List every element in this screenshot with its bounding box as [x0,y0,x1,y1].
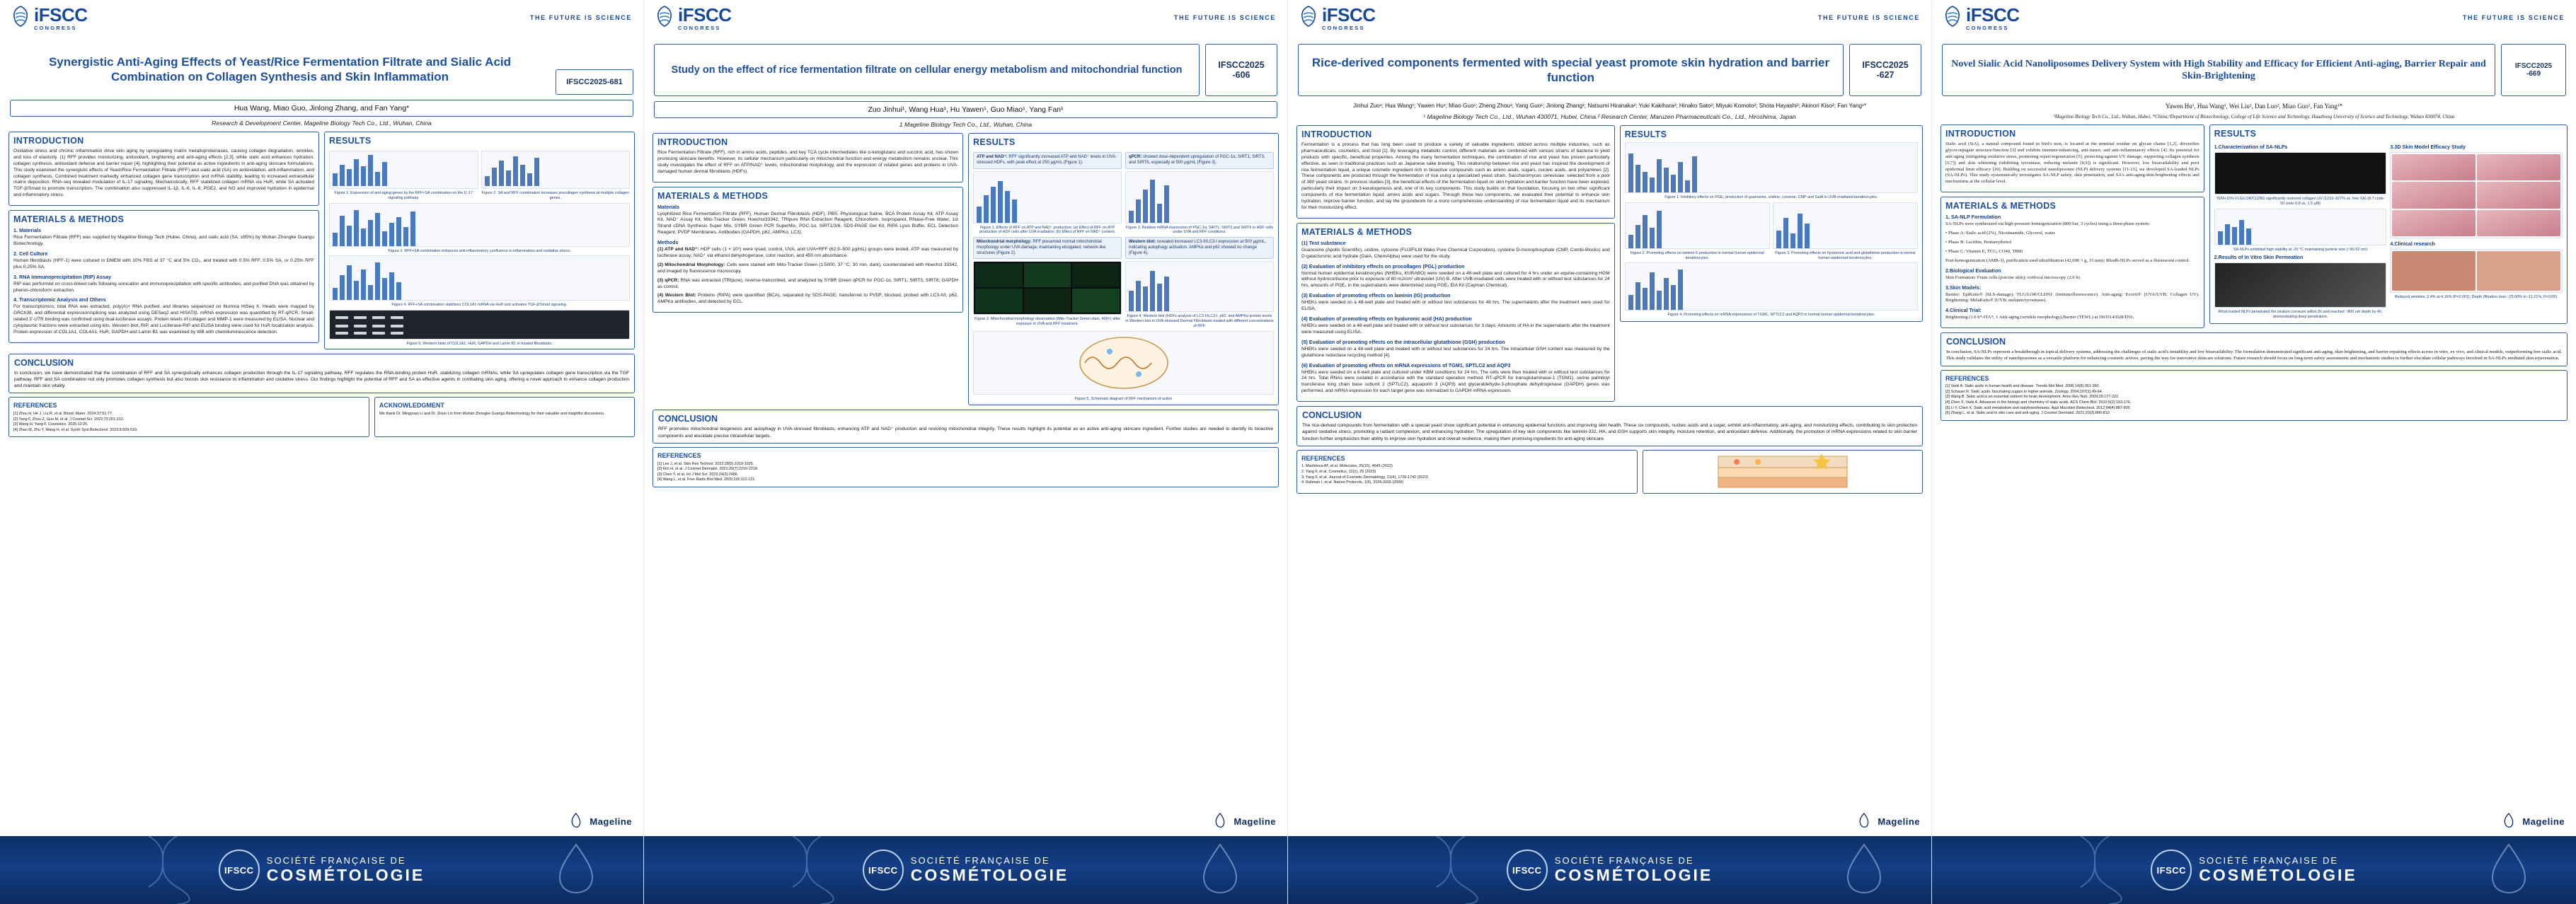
poster-4-col-left [1940,124,2204,328]
poster-1-authors: Hua Wang, Miao Guo, Jinlong Zhang, and Fan Yang* [10,100,633,117]
poster-3-col-left [1296,125,1615,402]
mageline-name: Mageline [2522,816,2565,827]
figure-1a [329,151,478,189]
sfc-circle: IFSCC [863,850,904,891]
page-title: Rice-derived components fermented with special yeast promote skin hydration and barrier function [1311,55,1830,84]
figure-3-ha-gsh [1773,202,1918,249]
result-mito-head: Mitochondrial morphology: [977,240,1032,245]
reference-item: [4] Wang L, et al. Free Radic Biol Med. 2020;156:112-121. [657,477,756,482]
poster-4-id [2501,44,2566,96]
ifscc-logo-icon [1299,6,1318,27]
ifscc-logo-icon [11,6,30,27]
section-introduction [8,132,319,206]
figure-1-tem [2214,152,2387,195]
poster-1-bottom [0,393,643,437]
ifscc-logo-icon [655,6,674,27]
result-sub-1: 1.Characterization of SA-NLPs [2214,144,2288,150]
result-qpcr-head: qPCR: [1129,155,1142,159]
poster-2 [644,0,1288,904]
poster-1-title-row [0,44,643,95]
footer-band-4 [1932,836,2576,904]
references-title: REFERENCES [1945,374,1989,382]
ifscc-subname: CONGRESS [1966,25,2009,31]
section-methods-title: MATERIALS & METHODS [657,190,769,201]
sfc-logo [1507,850,1713,891]
figure-1a-caption: Figure 1. Expression of anti-aging genes by the RFF+SA combination on the IL-17 signaling pathway. [334,191,473,200]
poster-2-bottom [644,444,1287,487]
section-conclusion-text: The rice-derived compounds from fermentation with a special yeast show significant potential in enhancing epidermal functions and improving skin health. These six compounds, nucleic acids and a sugar, exhibit anti-inflammatory, anti-aging, and moisturizing effects, contributing to skin protection against oxidative stress, promoting a radiant complexion, and enhancing hydration. The upregulation of key skin components like laminin-332, HA, and GSH supports skin integrity, moisture retention, and antioxidant defense. Additionally, the promotion of mRNA expressions related to skin barrier function further emphasizes their ability to improve skin hydration and overall resilience, making them promising ingredients for anti-aging skincare. [1302,423,1917,441]
figure-3-caption: Figure 4. RFF+SA combination stabilizes COL1A1 mRNA via HuR and activates TGF-β/Smad signaling. [391,303,568,308]
figure-4-western-blot [329,310,630,340]
methods-text-1 [657,247,958,260]
sfc-line2: COSMÉTOLOGIE [2199,865,2357,884]
figure-3-caption: Figure 3. Promoting effects on hyaluronic acid and glutathione production in normal human epidermal keratinocytes. [1775,250,1916,260]
ifscc-wordmark [34,6,88,31]
section-results-title: RESULTS [329,136,372,146]
sfc-logo [219,850,425,891]
result-note-atp [973,152,1122,169]
methods-sub-4: 4. Transcriptomic Analysis and Others [13,296,106,303]
poster-3-header [1288,0,1931,44]
figure-3-bars [330,256,629,301]
poster-3-columns [1288,120,1931,402]
methods-sub-1: 1. SA-NLP Formulation [1945,214,2001,221]
section-methods-title: MATERIALS & METHODS [13,214,125,225]
references-title: REFERENCES [13,402,57,410]
methods-sub-4: (4) Evaluation of promoting effects on hyaluronic acid (HA) production [1301,315,1472,323]
methods-text-4: For transcriptomics, total RNA was extracted, poly(A)+ RNA purified, and libraries sequenced on Illumina HiSeq X. Heads were mapped by GRCh38, and differential expression/splicing was analyzed using DESeq2 and HISAT/β. mRNA expression was quantified by RT-qPCR. Small-related 3'-UTR binding was confirmed using dual-luciferase assays. Protein levels of collagen and MMP-1 were measured by ELISA. Nuclear and cytoplasmic fractions were extracted using kits. Western blot, RIP, and Luciferase-RIP and ELISA binding were used for HuR localization analysis. Protein expression of COL1A1, COL4A1, HuR, GAPDH and Lamin B1 was examined by WB with chemiluminescence detection. [13,304,314,335]
methods-bullet-4: Post-homogenization (AMB-3), purification used ultrafiltration (42,000 × g, 15 min); Rhodb-NLPs served as a fluorescent control. [1945,257,2190,263]
sfc-line1: SOCIÉTÉ FRANÇAISE DE [1554,855,1694,867]
figure-2-stability [2214,209,2387,245]
section-results [2209,124,2568,324]
poster-4-bottom [1932,366,2576,421]
methods-body-2: Cells were stained with Mito-Tracker Green (1:5000, 37 °C, 30 min, dark), counterstained with Hoechst 33342, and imaged by fluorescence microscopy. [657,262,958,274]
figure-4-caption: Reduced wrinkles: 2.4% at 4.16% (P<0.001); Depth (filtration max.~25.60% to -11.21%, P<0.05). [2394,295,2558,299]
methods-sub-1: 1. Materials [13,227,42,234]
section-introduction-text: Fermentation is a process that has long been used to produce a variety of valuable ingredients utilized across multiple industries, such as pharmaceuticals, cosmetics, and food [1]. By leveraging metabolic control, different materials are combined with various strains of bacteria to yield products with specific, beneficial properties. Among the many fermentation techniques, the combination of rice and yeast has proven particularly effective, as seen in traditional practices such as Japanese sake brewing. This relationship between rice and yeast has inspired the development of rice fermentation liquid, a unique cosmetic ingredient rich in bioactive compounds such as amino acids, sugars, nucleic acids, and polyamines [2]. These components are produced through the fermentation of rice using a specialized yeast strain, Saccharomyces cerevisiae, selected from a pool of 380 yeast strains. In previous studies [3], the beneficial effects of the fermentation liquid on skin hydration and barrier function have been explored, particularly their impact on 3-keratogenesis and, one of its key components. This study builds on that foundation, focusing on two other significant components of rice fermentation liquid: amino acids and sugars. Through these two components, we evaluated their potential to enhance skin hydration, improve barrier function, and lay the groundwork for a more comprehensive understanding of rice fermentation liquid and its mechanism for their moisturizing effect. [1301,142,1610,210]
methods-label-4: (4) Western Blot: [657,293,696,299]
result-sub-4: 4.Clinical research [2390,241,2435,247]
ifscc-name: iFSCC [678,4,732,25]
mageline-mark-icon [567,812,585,830]
reference-item: [3] Chen Y, et al. Int J Mol Sci. 2023;24(3):2456. [657,472,739,477]
figure-1-caption: Figure 1. Effects of RFF on ATP and NAD⁺ production: (a) Effect of RFF on ATP production of HDF cells after UVA irradiation; (b) Effect of RFF on NAD⁺ content. [979,225,1115,235]
result-sub-3: 2.Results of In Vitro Skin Permeation [2214,254,2304,261]
result-wb-head: Western blot: [1129,240,1156,245]
ifscc-logo [1299,6,1376,31]
section-introduction-title: INTRODUCTION [1945,129,2016,139]
reference-item: [5] Li Y, Chen X. Sialic acid metabolism and sialyltransferases. Appl Microbiol Biotechnol. 2012;94(4):887-905. [1945,405,2131,410]
mageline-mark-icon [1855,812,1873,830]
figure-4-western [1125,261,1274,312]
section-methods [8,210,319,343]
methods-label-1: (1) ATP and NAD⁺: [657,247,699,253]
section-conclusion-text: RFF promotes mitochondrial biogenesis and autophagy in UVA-stressed fibroblasts, enhancing ATP and NAD⁺ production and restoring mitochondrial integrity. These results highlight its potential as an active anti-aging skincare ingredient. Further studies are needed to identify its bioactive components and elucidate precise intracellular targets. [658,427,1273,439]
sfc-line1: SOCIÉTÉ FRANÇAISE DE [2199,855,2339,867]
figure-1b-bars [482,151,630,188]
acknowledgment-title: ACKNOWLEDGMENT [379,402,444,410]
reference-item: 2. Yang F, et al. Cosmetics, 12(1), 25 (2023) [1301,469,1376,474]
sfc-line2: COSMÉTOLOGIE [266,865,425,884]
mageline-logo-2 [1211,812,1276,830]
sfc-circle: IFSCC [219,850,260,891]
materials-text: Lyophilized Rice Fermentation Filtrate (RFF), Human Dermal Fibroblasts (HDF), PBS, Physiological Saline, BCA Protein Assay Kit, ATP Assay Kit, NAD⁺ Assay Kit, Mito-Tracker Green, Hoechst33342, TRIpure RNA Extraction Reagent, Chloroform, Isopropanol, RNase-Free Water, 1st Strand cDNA Synthesis Super Mix, SYBR Green PCR SuperMix, PGC-1α, SIRT1/3/6, SDS-PAGE Gel Kit, RIPA Lysis Buffer, ECL Detection Reagent, PVDF Membranes, Antibodies (GAPDH, p62, AMPKα, LC3). [657,211,958,236]
methods-sub-6: (6) Evaluation of promoting effects on mRNA expressions of TGM1, SPTLC2 and AQP3 [1301,361,1511,369]
tagline: THE FUTURE IS SCIENCE [2462,14,2565,21]
reference-item: [2] Yang F, Zhou Z, Guo M, et al. J Cosmet Sci. 2022;73:201-212. [13,417,125,422]
methods-body-1: HDF cells (1 × 10⁵) were lysed; control, UVA, and UVA+RFF (62.5–500 μg/mL) groups were tested. ATP was measured by luciferase assay; NAD⁺ via ethanol dehydrogenase, color reaction, and 450 nm absorbance. [657,247,958,259]
figure-3-bars [1773,203,1917,249]
ifscc-logo-icon [1943,6,1962,27]
poster-4-col-right [2209,124,2568,328]
reference-item: [6] Zhang L, et al. Sialic acid in skin care and anti-aging. J Cosmet Dermatol. 2021;20(3):800-810. [1945,411,2111,416]
methods-text-2 [657,262,958,275]
section-introduction [652,133,963,182]
methods-label-3: (3) qPCR: [657,277,679,283]
tagline: THE FUTURE IS SCIENCE [529,14,632,21]
methods-sub-3: 3. RNA Immunoprecipitation (RIP) Assay [13,273,112,280]
sfc-line1: SOCIÉTÉ FRANÇAISE DE [910,855,1050,867]
mageline-logo-4 [2500,812,2565,830]
methods-text-5: NHEKs were seeded on a 48-well plate and treated with or without test substances for 24 hrs. The intracellular GSH content was measured by the glutathione reductase recycling method [4]. [1301,346,1610,358]
result-sub-2: 3.3D Skin Model Efficacy Study [2390,144,2466,150]
figure-1-bars [1626,143,1917,193]
reference-item: [4] Zhao M, Zhu Y, Wang H, et al. Synth Syst Biotechnol. 2023;8:509-519. [13,427,138,432]
figure-2-caption: Figure 2. Promoting effects on laminin-5 production in normal human epidermal keratinocytes. [1630,250,1764,260]
result-wb-text: revealed increased LC3-II/LC3-I expression at 500 μg/mL, indicating autophagy activation. AMPKα and p62 showed no change (Figure 4). [1129,240,1267,255]
dna-icon [2066,836,2151,904]
methods-text-3: RIP was performed on cross-linked cells following sonication and immunoprecipitation with specific antibodies, and purified DNA was obtained by phenol–chloroform extraction. [13,281,314,293]
methods-text-4 [657,293,958,306]
figure-3-qpcr [1125,171,1274,224]
poster-3-title-box [1298,44,1844,96]
section-introduction [1940,124,2204,192]
reference-item: [3] Wang B. Sialic acid is an essential nutrient for brain development. Annu Rev Nutr. 2009;29:177-222. [1945,395,2120,400]
poster-3-col-right [1620,125,1923,402]
ifscc-name: iFSCC [1966,4,2020,25]
sfc-logo [863,850,1069,891]
section-introduction [1296,125,1615,219]
section-conclusion-title: CONCLUSION [658,414,718,424]
acknowledgment-text: We thank Dr. Mingyuan Li and Dr. Zixun Lin from Wuhan Zhongke Guangu Biotechnology for their valuable and insightful discussions. [379,412,605,416]
section-introduction-title: INTRODUCTION [657,137,728,147]
methods-text-2: Skin Formation: Franz cells (porcine skin); confocal microscopy (2.0 h). [1945,274,2081,280]
poster-1-col-left [8,132,319,349]
poster-3-affiliation: ¹ Mageline Biology Tech Co., Ltd., Wuhan 430071, Hubei, China.² Research Center, Maruzen Pharmaceuticals Co., Ltd., Hiroshima, Japan [1423,113,1796,120]
page-title: Novel Sialic Acid Nanoliposomes Delivery System with High Stability and Efficacy for Efficient Anti-aging, Barrier Repair and Skin-Brightening [1951,58,2486,81]
mageline-mark-icon [1211,812,1229,830]
section-introduction-text: Oxidative stress and chronic inflammation drive skin aging by upregulating matrix metalloproteinases, causing collagen degradation, wrinkles, and loss of elasticity. (1) RFF provides moisturizing, antioxidant, brightening and anti-aging effects [2,3], while sialic acid enhances hydration, collagen synthesis, antioxidant defense and barrier repair [4], highlighting their potential as active ingredients in anti-aging skincare formulations. This study examined the synergistic effects of Yeast/Rice Fermentation Filtrate (RFF) and sialic acid (SA) on antioxidation, anti-inflammation, and collagen synthesis. Combined treatment markedly enhanced collagen gene transcription and mRNA stability, leading to increased extracellular matrix deposition. RNA-seq revealed modulation of IL-17 signaling. Mechanistically, RFF stabilized collagen mRNA via HuR, while SA activated TGF-β/Smad to promote transcription. The combination also suppressed IL-1β, IL-6, IL-8, PGE2, and NO and improved hydration in epidermal and inflammatory stress. [13,149,314,198]
figure-4-bars [1126,262,1273,312]
methods-text-1: SA-NLPs were synthesized via high-pressure homogenization (800 bar, 3 cycles) using a three-phase system: [1945,221,2150,227]
section-references [1296,450,1638,494]
section-conclusion [8,354,635,394]
methods-sub-2: 2. Cell Culture [13,250,48,257]
methods-text-2: Normal human epidermal keratinocytes (NHEKs, KURABO) were seeded on a 48-well plate and cultured for 4 hrs under an equine-containing HGM without hydrocortisone prior to exposure of 80 mJ/cm² ultraviolet (UV) B. After UVB-irradiated cells were treated with or without test substances for 24 hrs, amounts of PGE₂ in the supernatants were determined using PGE₂ EIA Kit (Cayman Chemical). [1301,270,1610,289]
section-methods-title: MATERIALS & METHODS [1301,226,1413,237]
figure-2-caption: Figure 2. Mitochondrial morphology observation (Mito-Tracker Green stain, 400×) after exposure to UVA and RFF treatment. [974,317,1120,327]
section-introduction-title: INTRODUCTION [13,136,84,146]
poster-2-affiliation: 1 Mageline Biology Tech Co., Ltd., Wuhan, China [899,121,1033,128]
reference-item: [2] Schauer R. Sialic acids: fascinating sugars in higher animals. Zoology. 2004;107(1):49-64. [1945,389,2103,394]
methods-head: Methods [657,239,679,246]
figure-1-bars [974,172,1121,224]
ifscc-logo [1943,6,2020,31]
methods-sub-3: (3) Evaluation of promoting effects on laminin (IG) production [1301,292,1451,299]
section-conclusion-title: CONCLUSION [1946,337,2006,347]
section-conclusion [1296,406,1923,446]
figure-2 [329,203,630,247]
poster-3-id-line1: IFSCC2025 [1862,59,1909,70]
result-qpcr-text: showed dose-dependent upregulation of PGC-1α, SIRT1, SIRT3, and SIRT6, especially at 500 μg/mL (Figure 3). [1129,155,1265,165]
figure-5-schematic [973,331,1274,395]
methods-bullet-1: • Phase A: Sialic acid (2%), Nicotinamide, Glycerol, water [1945,231,2055,236]
page-title: Study on the effect of rice fermentation filtrate on cellular energy metabolism and mitochondrial function [671,64,1183,76]
poster-3-id-line2: -627 [1876,70,1894,80]
sfc-circle: IFSCC [1507,850,1548,891]
dna-icon [778,836,863,904]
figure-skin-model [2390,152,2563,238]
poster-1-col-right [324,132,635,349]
methods-sub-3: 3.Skin Models: [1945,284,1982,291]
methods-text-3 [657,278,958,291]
methods-text-3: NHEKs were seeded on a 48-well plate and treated with or without test substances for 48 hrs. The supernatants after the treatment were used for ELISA. [1301,300,1610,312]
dna-icon [134,836,219,904]
poster-3-title-row [1288,44,1931,96]
sfc-line1: SOCIÉTÉ FRANÇAISE DE [266,855,406,867]
poster-1-id: IFSCC2025-681 [556,69,633,95]
mageline-name: Mageline [1878,816,1920,827]
poster-2-authors: Zuo Jinhui¹, Wang Hua¹, Hu Yawen¹, Guo Miao¹, Yang Fan¹ [654,101,1277,118]
section-references [1940,370,2568,421]
skin-barrier-diagram-icon [1715,452,1850,492]
mageline-logo-1 [567,812,632,830]
section-conclusion-title: CONCLUSION [1302,410,1362,421]
poster-2-col-right [968,133,1279,405]
figure-2-bars [2215,209,2386,245]
section-results [968,133,1279,405]
figure-5-schematic-box [1643,450,1923,494]
methods-body-4: Proteins (RIPA) were quantified (BCA), separated by SDS-PAGE, transferred to PVDF, blocked, probed with LC3-II/I, p62, AMPKα antibodies, and detected by ECL. [657,293,958,305]
section-introduction-title: INTRODUCTION [1301,129,1372,139]
figure-4-caption: Figure 5. Western blots of COL1A1, HuR, GAPDH and Lamin B1 in treated fibroblasts. [406,342,553,346]
poster-4-id-line1: IFSCC2025 [2514,62,2553,70]
ifscc-logo [11,6,88,31]
section-results [1620,125,1923,322]
section-results-title: RESULTS [973,137,1016,147]
section-conclusion-title: CONCLUSION [14,357,74,368]
methods-text-1: Guanosine (Apollo Scientific), uridine, cytosine (FUJIFILM Wako Pure Chemical Corporation), cysteine D-monophosphate (CMP, Combi-Blocks) and D-galacturonic acid hydrate (GalA, ChemAlpha) were used for the study. [1301,247,1610,259]
methods-text-4: NHEKs were seeded on a 48-well plate and treated with or without test substances for 3 days. Amounts of HA in the supernatants after the treatment were measured using ELISA. [1301,323,1610,335]
poster-4-title-box [1942,44,2495,96]
figure-4-mrna [1625,262,1918,311]
sfc-line2: COSMÉTOLOGIE [910,865,1069,884]
reference-item: 3. Yang F, et al. Journal of Cosmetic Dermatology, 21(4), 1726-1742 (2022) [1301,475,1429,480]
figure-5-caption: Figure 5. Schematic diagram of RFF mechanism of action [1074,396,1173,401]
section-methods [1940,197,2204,328]
section-references [8,397,369,437]
poster-4-affiliation: ¹Mageline Biology Tech Co., Ltd., Wuhan, Hubei, *China;²Department of Biotechnology, College of Life Science and Technology, Huazhong University of Science and Technology, Wuhan 430074, China [2053,114,2455,120]
section-conclusion [652,410,1279,443]
figure-2-laminin [1625,202,1770,249]
ifscc-name: iFSCC [34,4,88,25]
methods-sub-4: 4.Clinical Trial: [1945,307,1982,314]
figure-1a-bars [330,151,478,188]
footer-band-3 [1288,836,1931,904]
section-conclusion-text: In conclusion, we have demonstrated that the combination of RFF and SA synergistically enhances collagen production through the IL-17 signaling pathway. RFF regulates the RNA-binding protein HuR, stabilizing collagen mRNAs, while SA upregulates collagen gene transcription via the TGF pathway. RFF and SA combination not only promotes collagen synthesis but also boosts skin resistance to inflammation and oxidative stress. Our findings highlight the potential of RFF and SA as effective agents in combating skin aging, offering a novel approach to enhance collagen production and maintain skin vitality. [14,370,629,389]
section-introduction-text: Sialic acid (SiA), a natural compound found in bird's nest, is located at the terminal residue on glycan chains [1,2], diversifies glycoconjugate structure/function [3] and exhibits immune-enhancing, anti-tumor, and anti-inflammatory effects [4]. Its potential for anti-aging (mitigating oxidative stress, promoting repair/regeneration [5], protecting against UV damage, supporting collagen synthesis [6,7]) and skin whitening (inhibiting tyrosinase, reducing melanin [8,9]) is significant. However, low bioavailability and poor epidermal limit efficacy [10]. Building on successful nanoliposome (NLP) delivery systems [11-13], we developed SA-loaded NLPs (SA-NLPs). This study systematically investigates SA-NLP safety, skin penetration, and SA's anti-aging/skin-brightening effects and mechanisms at the cellular level. [1945,141,2200,185]
materials-head: Materials [657,203,680,210]
methods-bullet-2: • Phase B: Lecithin, Pentaerythritol [1945,240,2012,245]
poster-2-id-line2: -606 [1232,70,1250,80]
figure-2-bars [330,204,629,247]
poster-2-header [644,0,1287,44]
reference-item: [1] Zhou H, He J, Liu R, et al. Blood. Mater. 2024;37:51-77. [13,412,113,416]
poster-3-authors: Jinhui Zuo¹; Hua Wang¹; Yawen Hu¹; Miao Guo¹; Zheng Zhou¹; Yang Guo¹; Jinlong Zhang¹; Natsumi Hiranaka²; Yuki Kakihara²; Hinako Sato²; Miyuki Komoto²; Shota Hayashi²; Akinori Kiso²; Fan Yang¹* [1353,103,1866,109]
poster-3-id [1849,44,1921,96]
methods-sub-2: (2) Evaluation of inhibitory effects on procollagen (PGL) production [1301,262,1465,270]
result-note-mito [973,237,1122,259]
figure-1-atp-nad [973,171,1122,224]
figure-3-caption: Rhod-loaded NLPs penetrated the stratum corneum within 2h and reached ~800 um depth by 4h, demonstrating deep penetration. [2218,310,2383,319]
poster-2-id-line1: IFSCC2025 [1218,59,1265,70]
mageline-logo-3 [1855,812,1920,830]
methods-text-2: Human fibroblasts (HFF-1) were cultured in DMEM with 10% FBS at 37 °C and 5% CO₂, and treated with 0.5% RFF, 0.5% SA, or 0.25% RFF plus 0.25% SA. [13,257,314,270]
figure-4-bars [1626,263,1917,311]
methods-text-4: Brightening (1.0 h*-ITA*, 1 Anti-aging (wrinkle morphology),Barrier (TEWL) at D0/D14/D28/D56. [1945,315,2134,320]
ifscc-subname: CONGRESS [678,25,721,31]
reference-item: [1] Lee J, et al. Skin Res Technol. 2022;28(5):1019-1025. [657,461,754,466]
methods-sub-2: 2.Biological Evaluation [1945,267,2001,274]
figure-1b-caption: Figure 2. SA and RFF combination increases procollagen synthesis at multiple collagen genes. [481,191,629,200]
tagline: THE FUTURE IS SCIENCE [1173,14,1276,21]
mageline-name: Mageline [590,816,632,827]
section-results-title: RESULTS [2214,129,2257,139]
figure-2-caption: Figure 3. RFF+SA combination enhances anti-inflammatory confluence to inflammation and oxidative stress. [388,248,571,253]
section-introduction-text: Rice Fermentation Filtrate (RFF), rich in amino acids, peptides, and key TCA cycle intermediates like α-ketoglutaric and succinic acid, has shown promising skincare benefits. However, its cellular mechanism particularly on mitochondrial function and energy metabolism remains unclear. This study investigates the effect of RFF on ATP/NAD⁺ levels, mitochondrial morphology, and the expression of related genes and proteins in UVA-damaged human dermal fibroblasts (HDFs). [657,150,958,174]
ifscc-subname: CONGRESS [34,25,77,31]
methods-text-3: Barrier: EpiKutis® (SLS-damage), TLG/LOR/CLDN1 (immunofluorescence). Anti-aging: Ecovit® (UVA/UVB; Collagen UV). Brightening: MelaKutis® (UVB; melanin/tyrosinase). [1945,291,2200,303]
methods-text-1: Rice Fermentation Filtrate (RFF) was supplied by Mageline Biology Tech (Hubei, China), and sialic acid (SA, ≥95%) by Wuhan Zhongke Guangu Biotechnology. [13,235,314,247]
section-methods-title: MATERIALS & METHODS [1945,201,2057,211]
water-drop-icon [1181,840,1259,900]
section-conclusion-text: In conclusion, SA-NLPs represent a breakthrough in topical delivery systems, addressing the challenges of sialic acid's instability and low bioavailability. The formulation demonstrated significant anti-aging, skin-brightening, and barrier-repairing effects across in vitro, ex vivo, and clinical models, outperforming free sialic acid. This study validates the utility of nanoliposomes as a versatile platform for enhancing cosmetic actives, paving the way for innovative skincare solutions. Future research should focus on long-term safety assessments and mechanistic studies to further elucidate cellular pathways involved in SA-NLPs mediated skin rejuvenation. [1946,349,2562,361]
reference-item: 1. Mazhitova AT, et al. Molecules, 25(15), 4645 (2022) [1301,464,1393,469]
poster-2-col-left [652,133,963,405]
poster-4 [1932,0,2576,904]
poster-1-affiliation: Research & Development Center, Mageline Biology Tech Co., Ltd., Wuhan, China [212,120,432,127]
figure-4-clinical [2390,249,2563,293]
water-drop-icon [1825,840,1903,900]
section-references [652,447,1279,487]
section-acknowledgment [374,397,635,437]
section-results [324,132,635,349]
poster-2-columns [644,128,1287,405]
methods-sub-1: (1) Test substance [1301,239,1346,246]
methods-body-3: RNA was extracted (TRIpure), reverse-transcribed, and analyzed by SYBR Green qPCR for PGC-1α, SIRT1, SIRT3, SIRT6; GAPDH as control. [657,277,958,289]
tagline: THE FUTURE IS SCIENCE [1817,14,1920,21]
sfc-line2: COSMÉTOLOGIE [1554,865,1713,884]
result-note-qpcr [1125,152,1274,169]
dna-icon [1422,836,1507,904]
figure-1b [481,151,631,189]
ifscc-name: iFSCC [1322,4,1376,25]
figure-1-pge2 [1625,142,1918,193]
methods-sub-5: (5) Evaluation of promoting effects on the intracellular glutathione (GSH) production [1301,338,1505,345]
figure-3-caption: Figure 3. Relative mRNA expression of PGC-1α, SIRT1, SIRT3 and SIRT6 in HDF cells under UVA and RFF conditions. [1125,225,1274,235]
poster-1-columns [0,127,643,349]
methods-text-6: NHEKs were seeded on a 6-well plate and cultured under KBM conditions for 24 hrs. The cells were then treated with or without test substances for 24 hrs. Total RNAs were isolated in accordance with the standard operation method. RT-qPCR for transglutaminase-1 (TGM1), serine palmitoyl transferase long chain base subunit 2 (SPTLC2), aquaporin 3 (AQP3) and glyceraldehyde-3-phosphate dehydrogenase (GAPDH) genes was performed, and mRNA expression for each target gene was normalized to GAPDH mRNA expression. [1301,369,1610,394]
section-conclusion [1940,332,2568,366]
figure-4-caption: Figure 4. Western blot (HDFs analysis of LC3-II/LC3-I, p62, and AMPKα protein levels in Western blot in UVA-stressed Dermal Fibroblasts treated with different concentrations of RFF. [1125,314,1274,328]
footer-band-2 [644,836,1287,904]
figure-3-bars [1126,172,1273,224]
figure-2-microscopy [973,261,1122,315]
figure-2-caption: SA-NLPs exhibited high stability at -20 °C maintaining particle size (~90-52 nm) [2233,247,2368,252]
figure-1-caption: Figure 1. Inhibitory effects on PGE₂ production of guanosine, uridine, cytosine, CMP and GalA in UVB-irradiated keratinocytes. [1664,195,1878,199]
result-atp-text: RFF significantly increased ATP and NAD⁺ levels in UVA-stressed HDFs, with peak effect at 250 μg/mL (Figure 1). [977,155,1117,165]
sfc-logo [2151,850,2357,891]
mitochondria-diagram-icon [1071,333,1177,393]
references-title: REFERENCES [1301,454,1345,462]
figure-4-caption: Figure 4. Promoting effects on mRNA expressions of TGM1, SPTLC2 and AQP3 in normal human epidermal keratinocytes. [1667,313,1875,318]
mageline-name: Mageline [1234,816,1276,827]
mageline-mark-icon [2500,812,2518,830]
poster-4-columns [1932,120,2576,328]
poster-2-id [1205,44,1277,96]
reference-item: 4. Rahman I, et al. Nature Protocols, 1(6), 3159-3165 (2006) [1301,480,1404,485]
poster-1 [0,0,644,904]
poster-2-title-row [644,44,1287,96]
section-methods [652,187,963,313]
section-methods [1296,223,1615,402]
poster-3 [1288,0,1932,904]
reference-item: [3] Wang H, Yang F, Cosmetics. 2025;12:25. [13,422,88,427]
page-title: Synergistic Anti-Aging Effects of Yeast/Rice Fermentation Filtrate and Sialic Acid Combination on Collagen Synthesis and Skin Inflammation [48,54,512,83]
methods-label-2: (2) Mitochondrial Morphology: [657,262,725,267]
result-mito-text: RFF preserved normal mitochondrial morphology under UVA damage, maintaining elongated, network-like structures (Figure 2). [977,240,1106,255]
poster-1-header [0,0,643,44]
ifscc-logo [655,6,732,31]
footer-band-1 [0,836,643,904]
poster-4-title-row [1932,44,2576,96]
result-atp-head: ATP and NAD⁺: [977,155,1008,159]
poster-4-id-line2: -669 [2526,70,2541,78]
poster-3-bottom [1288,446,1931,494]
figure-2-bars [1626,203,1769,249]
result-note-wb [1125,237,1274,259]
methods-bullet-3: • Phase C: Vitamin E, TCG, CO40, TR80 [1945,248,2023,254]
reference-item: [4] Chen X, Varki A. Advances in the biology and chemistry of sialic acids. ACS Chem Biol. 2010;5(2):163-176. [1945,400,2132,405]
figure-1-caption: TEM+15% FLG/LOR/CLDN1 significantly restored collagen UV (1219-.827% vs. free SA) (8.7 code-50 code-0.8 vs. 1.5 μM) [2216,197,2385,206]
ifscc-subname: CONGRESS [1322,25,1365,31]
poster-2-title-box [654,44,1200,96]
section-results-title: RESULTS [1624,129,1667,139]
poster-4-header [1932,0,2576,44]
sfc-circle: IFSCC [2151,850,2192,891]
figure-3 [329,255,630,301]
water-drop-icon [537,840,615,900]
figure-3-permeation [2214,262,2387,308]
references-title: REFERENCES [657,451,701,459]
water-drop-icon [2470,840,2548,900]
poster-1-title-box [10,44,550,95]
reference-item: [1] Varki A. Sialic acids in human health and disease. Trends Mol Med. 2008;14(8):351-360. [1945,384,2100,389]
reference-item: [2] Kim H, et al. J Cosmet Dermatol. 2021;20(7):2210-2218. [657,467,759,472]
poster-4-authors: Yawen Hu¹, Hua Wang¹, Wei Liu², Dan Luo², Miao Guo¹, Fan Yang¹* [2165,103,2343,110]
